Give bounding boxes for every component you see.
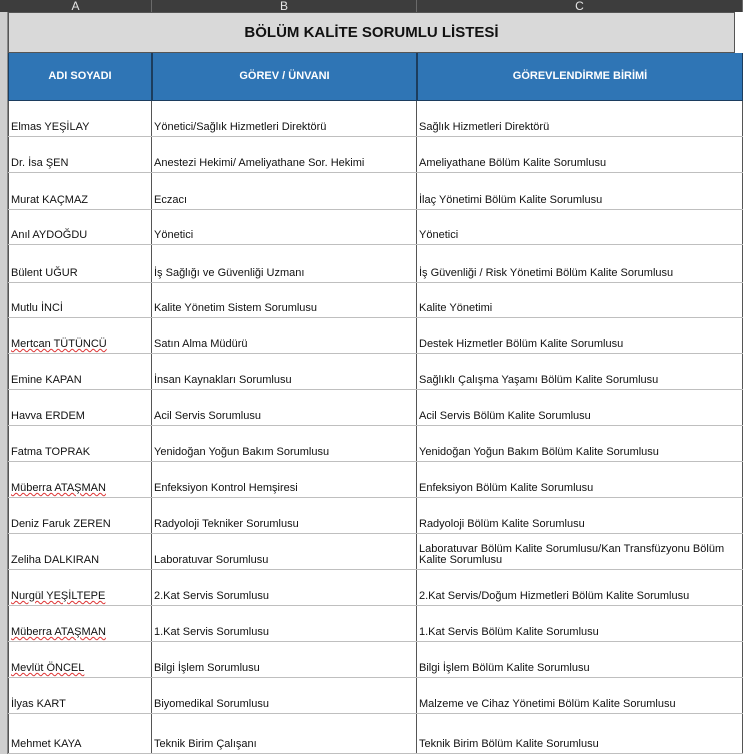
cell-text: Biyomedikal Sorumlusu — [154, 698, 269, 710]
cell-text: Havva ERDEM — [11, 410, 85, 422]
cell-text: İş Sağlığı ve Güvenliği Uzmanı — [154, 267, 305, 279]
cell-text: Radyoloji Tekniker Sorumlusu — [154, 518, 299, 530]
cell-text: Murat KAÇMAZ — [11, 194, 89, 206]
cell-unit[interactable] — [417, 390, 743, 425]
cell-text: İlaç Yönetimi Bölüm Kalite Sorumlusu — [419, 194, 603, 206]
cell-title[interactable] — [152, 354, 417, 389]
cell-text: 2.Kat Servis/Doğum Hizmetleri Bölüm Kalite Sorumlusu — [419, 590, 690, 602]
cell-text: İş Güvenliği / Risk Yönetimi Bölüm Kalite Sorumlusu — [419, 267, 674, 279]
header-name[interactable]: ADI SOYADI — [8, 53, 152, 101]
cell-title[interactable] — [152, 283, 417, 317]
header-unit[interactable]: GÖREVLENDİRME BİRİMİ — [417, 53, 743, 101]
cell-unit[interactable] — [417, 678, 743, 713]
cell-name[interactable] — [8, 101, 152, 136]
cell-title[interactable] — [152, 173, 417, 209]
cell-text: Sağlık Hizmetleri Direktörü — [419, 121, 550, 133]
cell-title[interactable] — [152, 462, 417, 497]
cell-text: Sağlıklı Çalışma Yaşamı Bölüm Kalite Sorumlusu — [419, 374, 659, 386]
cell-text: Mehmet KAYA — [11, 738, 82, 750]
table-row — [8, 210, 743, 245]
column-header-b[interactable]: B — [152, 0, 417, 12]
cell-name[interactable] — [8, 245, 152, 282]
cell-text: Yönetici — [154, 229, 194, 241]
cell-title[interactable] — [152, 245, 417, 282]
cell-name[interactable] — [8, 498, 152, 533]
cell-text: Satın Alma Müdürü — [154, 338, 248, 350]
table-row — [8, 426, 743, 462]
table-row — [8, 714, 743, 754]
cell-text: Müberra ATAŞMAN — [11, 482, 106, 494]
cell-title[interactable] — [152, 210, 417, 244]
table-row — [8, 390, 743, 426]
table-row — [8, 173, 743, 210]
cell-title[interactable] — [152, 390, 417, 425]
cell-unit[interactable] — [417, 426, 743, 461]
sheet-title[interactable]: BÖLÜM KALİTE SORUMLU LİSTESİ — [8, 12, 735, 53]
cell-text: Malzeme ve Cihaz Yönetimi Bölüm Kalite Sorumlusu — [419, 698, 676, 710]
cell-text: Yönetici — [419, 229, 459, 241]
cell-unit[interactable] — [417, 283, 743, 317]
cell-text: Mevlüt ÖNCEL — [11, 662, 85, 674]
table-row — [8, 245, 743, 283]
table-row — [8, 570, 743, 606]
cell-name[interactable] — [8, 462, 152, 497]
table-row — [8, 642, 743, 678]
cell-text: Destek Hizmetler Bölüm Kalite Sorumlusu — [419, 338, 624, 350]
cell-text: Yönetici/Sağlık Hizmetleri Direktörü — [154, 121, 327, 133]
cell-unit[interactable] — [417, 606, 743, 641]
header-title[interactable]: GÖREV / ÜNVANI — [152, 53, 417, 101]
table-row — [8, 137, 743, 173]
cell-title[interactable] — [152, 137, 417, 172]
cell-text: Laboratuvar Bölüm Kalite Sorumlusu/Kan Transfüzyonu Bölüm Kalite Sorumlusu — [419, 543, 725, 566]
cell-unit[interactable] — [417, 137, 743, 172]
table-row — [8, 101, 743, 137]
cell-text: Yenidoğan Yoğun Bakım Bölüm Kalite Sorumlusu — [419, 446, 659, 458]
column-header-c[interactable]: C — [417, 0, 743, 12]
cell-unit[interactable] — [417, 534, 743, 569]
cell-unit[interactable] — [417, 570, 743, 605]
cell-text: 1.Kat Servis Bölüm Kalite Sorumlusu — [419, 626, 599, 638]
cell-unit[interactable] — [417, 210, 743, 244]
cell-title[interactable] — [152, 534, 417, 569]
table-row — [8, 283, 743, 318]
cell-title[interactable] — [152, 318, 417, 353]
table-row — [8, 534, 743, 570]
cell-unit[interactable] — [417, 173, 743, 209]
cell-text: Acil Servis Bölüm Kalite Sorumlusu — [419, 410, 591, 422]
cell-name[interactable] — [8, 714, 152, 753]
cell-text: Bülent UĞUR — [11, 267, 78, 279]
cell-text: Elmas YEŞİLAY — [11, 121, 90, 133]
table-row — [8, 354, 743, 390]
cell-unit[interactable] — [417, 642, 743, 677]
cell-name[interactable] — [8, 642, 152, 677]
cell-text: Dr. İsa ŞEN — [11, 157, 69, 169]
cell-text: 1.Kat Servis Sorumlusu — [154, 626, 269, 638]
cell-title[interactable] — [152, 101, 417, 136]
table-row — [8, 318, 743, 354]
cell-name[interactable] — [8, 426, 152, 461]
cell-text: İnsan Kaynakları Sorumlusu — [154, 374, 292, 386]
cell-text: Enfeksiyon Kontrol Hemşiresi — [154, 482, 298, 494]
cell-text: Yenidoğan Yoğun Bakım Sorumlusu — [154, 446, 330, 458]
cell-text: Teknik Birim Çalışanı — [154, 738, 257, 750]
cell-text: Kalite Yönetimi — [419, 302, 493, 314]
cell-name[interactable] — [8, 173, 152, 209]
row-gutter — [0, 12, 8, 754]
cell-title[interactable] — [152, 498, 417, 533]
cell-name[interactable] — [8, 354, 152, 389]
cell-text: Eczacı — [154, 194, 188, 206]
cell-text: Deniz Faruk ZEREN — [11, 518, 111, 530]
cell-text: 2.Kat Servis Sorumlusu — [154, 590, 269, 602]
cell-text: Laboratuvar Sorumlusu — [154, 554, 269, 566]
table-row — [8, 462, 743, 498]
cell-text: Kalite Yönetim Sistem Sorumlusu — [154, 302, 318, 314]
cell-text: Anestezi Hekimi/ Ameliyathane Sor. Hekimi — [154, 157, 365, 169]
cell-text: Mertcan TÜTÜNCÜ — [11, 338, 107, 350]
cell-name[interactable] — [8, 570, 152, 605]
cell-name[interactable] — [8, 534, 152, 569]
cell-name[interactable] — [8, 606, 152, 641]
cell-text: Anıl AYDOĞDU — [11, 229, 88, 241]
cell-text: Müberra ATAŞMAN — [11, 626, 106, 638]
cell-title[interactable] — [152, 642, 417, 677]
cell-text: Teknik Birim Bölüm Kalite Sorumlusu — [419, 738, 599, 750]
cell-name[interactable] — [8, 390, 152, 425]
cell-title[interactable] — [152, 678, 417, 713]
cell-name[interactable] — [8, 678, 152, 713]
cell-unit[interactable] — [417, 245, 743, 282]
column-header-bar — [0, 0, 743, 12]
cell-unit[interactable] — [417, 498, 743, 533]
table-row — [8, 606, 743, 642]
cell-title[interactable] — [152, 714, 417, 753]
column-header-a[interactable]: A — [0, 0, 152, 12]
cell-text: Emine KAPAN — [11, 374, 82, 386]
cell-title[interactable] — [152, 426, 417, 461]
cell-unit[interactable] — [417, 101, 743, 136]
cell-text: İlyas KART — [11, 698, 66, 710]
cell-title[interactable] — [152, 570, 417, 605]
cell-unit[interactable] — [417, 462, 743, 497]
cell-title[interactable] — [152, 606, 417, 641]
cell-text: Enfeksiyon Bölüm Kalite Sorumlusu — [419, 482, 594, 494]
cell-text: Nurgül YEŞİLTEPE — [11, 590, 106, 602]
cell-text: Mutlu İNCİ — [11, 302, 63, 314]
cell-text: Fatma TOPRAK — [11, 446, 91, 458]
cell-text: Zeliha DALKIRAN — [11, 554, 100, 566]
cell-unit[interactable] — [417, 318, 743, 353]
cell-text: Acil Servis Sorumlusu — [154, 410, 261, 422]
cell-text: Radyoloji Bölüm Kalite Sorumlusu — [419, 518, 585, 530]
cell-name[interactable] — [8, 318, 152, 353]
table-row — [8, 498, 743, 534]
cell-text: Ameliyathane Bölüm Kalite Sorumlusu — [419, 157, 607, 169]
cell-name[interactable] — [8, 283, 152, 317]
cell-text: Bilgi İşlem Bölüm Kalite Sorumlusu — [419, 662, 590, 674]
cell-unit[interactable] — [417, 354, 743, 389]
cell-name[interactable] — [8, 210, 152, 244]
cell-text: Bilgi İşlem Sorumlusu — [154, 662, 260, 674]
table-row — [8, 678, 743, 714]
cell-name[interactable] — [8, 137, 152, 172]
cell-unit[interactable] — [417, 714, 743, 753]
